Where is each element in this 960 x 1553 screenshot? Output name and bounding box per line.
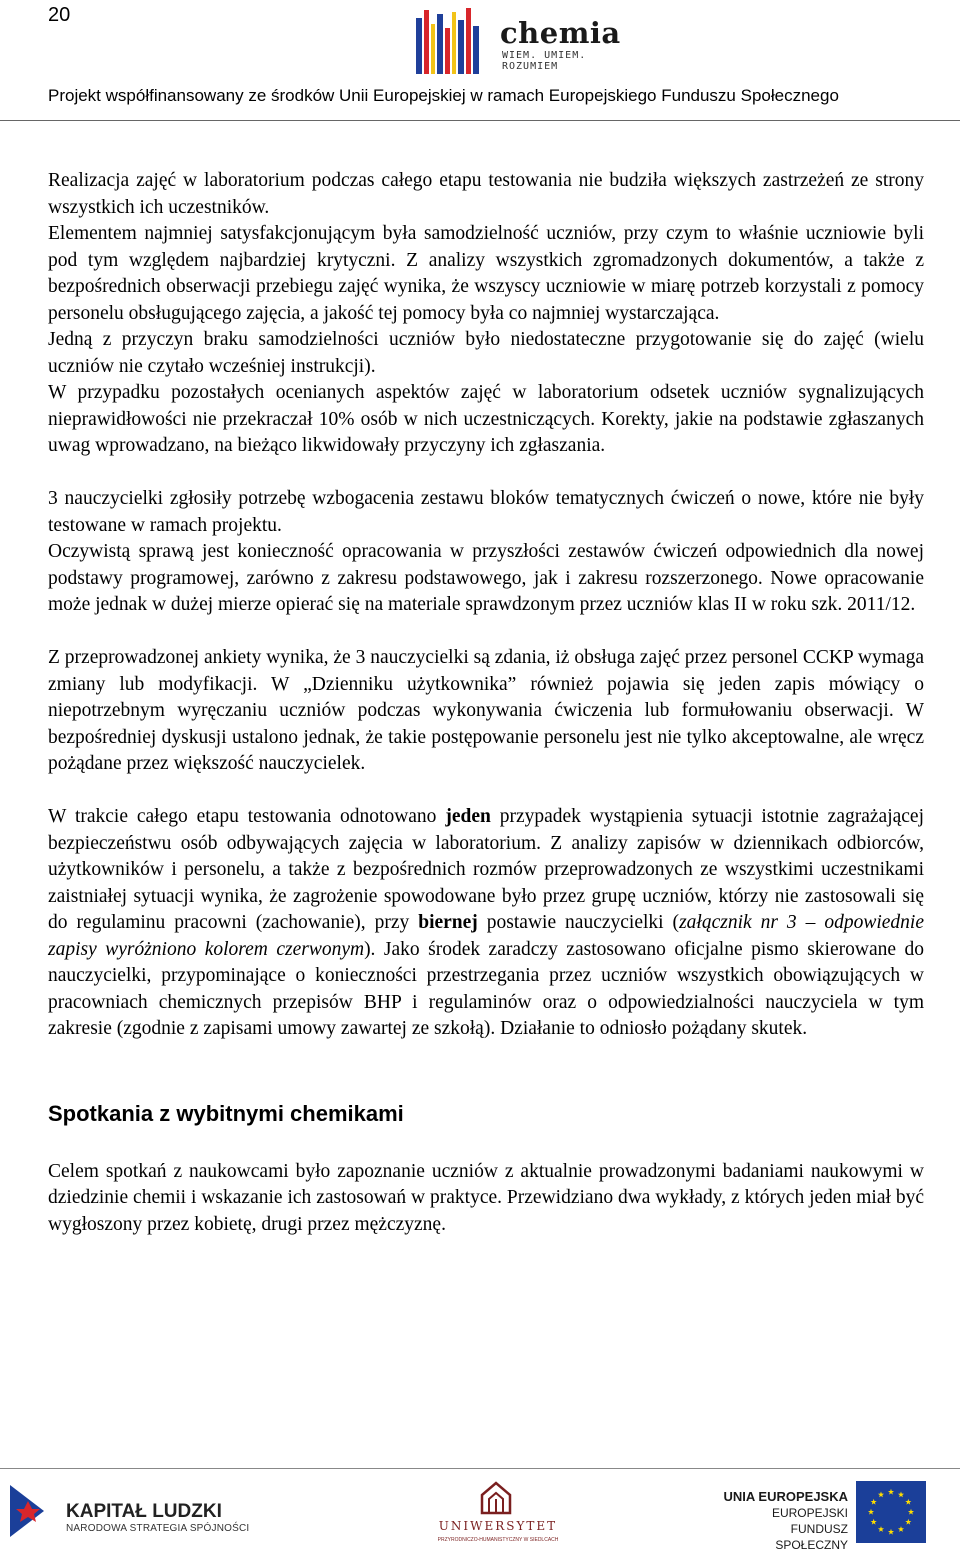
university-emblem-icon (476, 1479, 516, 1517)
paragraph-7: Z przeprowadzonej ankiety wynika, że 3 nauczycielki są zdania, iż obsługa zajęć przez personel CCKP wymaga zmiany lub modyfikacji. W „Dzienniku użytkownika” również pojawia się jeden zapis mówiący o niepotrzebnym wyręczaniu uczniów podczas wykonywania ćwiczenia lub formułowaniu obserwacji. W bezpośredniej dyskusji ustalono jednak, że takie postępowanie personelu jest nie tylko akceptowalne, ale wręcz pożądane przez większość nauczycielek. (48, 647, 924, 774)
eu-flag-icon (856, 1477, 926, 1547)
chemia-logo-bars-icon (414, 6, 484, 76)
paragraph-8-text-a: W trakcie całego etapu testowania odnotowano (48, 806, 446, 827)
paragraph-3: Jedną z przyczyn braku samodzielności uczniów było niedostateczne przygotowanie się do zajęć (wielu uczniów nie czytało wcześniej instrukcji). (48, 329, 924, 377)
paragraph-8-text-e: postawie nauczycielki ( (477, 912, 680, 933)
chemia-logo-name: chemia (500, 16, 621, 50)
paragraph-8-text-g: ). Jako środek zaradczy zastosowano oficjalne pismo skierowane do nauczycielki, przypominające o konieczności przestrzegania przez uczniów wszystkich obowiązujących w pracowniach chemicznych przepisów BHP i regulaminów oraz o odpowiedzialności nauczyciela w tym zakresie (zgodnie z zapisami umowy zawartej ze szkołą). Działanie to odniosło pożądany skutek. (48, 938, 924, 1039)
kapital-ludzki-star-icon (10, 1475, 52, 1545)
paragraph-6: Oczywistą sprawą jest konieczność opracowania w przyszłości zestawów ćwiczeń odpowiednich dla nowej podstawy programowej, zarówno z zakresu podstawowego, jak i zakresu rozszerzonego. Nowe opracowanie może jednak w dużej mierze opierać się na materiale sprawdzonym przez uczniów klas II w roku szk. 2011/12. (48, 541, 924, 615)
paragraph-5: 3 nauczycielki zgłosiły potrzebę wzbogacenia zestawu bloków tematycznych ćwiczeń o nowe, które nie były testowane w ramach projektu. (48, 488, 924, 536)
paragraph-4: W przypadku pozostałych ocenianych aspektów zajęć w laboratorium odsetek uczniów sygnalizujących nieprawidłowości nie przekraczał 10% osób w nich uczestniczących. Korekty, jakie na podstawie zgłaszanych uwag wprowadzano, na bieżąco likwidowały przyczyny ich zgłaszania. (48, 382, 924, 456)
document-body (48, 168, 924, 1238)
university-logo (418, 1477, 578, 1553)
footer-divider (0, 1468, 960, 1469)
page-number: 20 (48, 4, 71, 26)
university-subtitle: PRZYRODNICZO-HUMANISTYCZNY W SIEDLCACH (437, 1537, 559, 1543)
eu-fund-label (722, 1489, 848, 1553)
chemia-logo-tagline: WIEM. UMIEM. ROZUMIEM (502, 50, 587, 72)
university-name: UNIWERSYTET (438, 1519, 558, 1533)
eu-label-line-1: UNIA EUROPEJSKA (723, 1489, 848, 1504)
paragraph-9: Celem spotkań z naukowcami było zapoznanie uczniów z aktualnie prowadzonymi badaniami naukowymi w dziedzinie chemii i wskazanie ich zastosowań w praktyce. Przewidziano dwa wykłady, z których jeden miał być wygłoszony przez kobietę, drugi przez mężczyznę. (48, 1160, 924, 1235)
paragraph-8-text-c: przypadek wystąpienia sytuacji istotnie zagrażającej bezpieczeństwu osób odbywających zajęcia w laboratorium. Z analizy zapisów w dziennikach odbiorców, użytkowników i personelu, a także z bezpośrednich rozmów przeprowadzonych ze wszystkimi uczestnikami zaistniałej sytuacji wynika, że zagrożenie spowodowane było przez grupę uczniów, którzy nie zastosowali się do regulaminu pracowni (zachowanie), przy (48, 806, 924, 933)
project-funding-line: Projekt współfinansowany ze środków Unii Europejskiej w ramach Europejskiego Funduszu Społecznego (48, 86, 839, 105)
eu-label-line-2: EUROPEJSKI (771, 1506, 848, 1520)
paragraph-2: Elementem najmniej satysfakcjonującym była samodzielność uczniów, przy czym to właśnie uczniowie byli pod tym względem najbardziej krytyczni. Z analizy wszystkich zgromadzonych dokumentów, a także z bezpośrednich obserwacji przebiegu zajęć wynika, że wszyscy uczniowie w miarę potrzeb korzystali z pomocy personelu obsługującego zajęcia, a jakość tej pomocy była co najmniej wystarczająca. (48, 223, 924, 324)
eu-label-line-3: FUNDUSZ SPOŁECZNY (775, 1522, 848, 1552)
kapital-ludzki-title: KAPITAŁ LUDZKI (66, 1501, 222, 1522)
paragraph-8-bold-biernej: biernej (418, 912, 478, 933)
paragraph-8 (48, 804, 924, 1043)
paragraph-8-bold-jeden: jeden (445, 806, 491, 827)
header-divider (0, 120, 960, 121)
paragraph-1: Realizacja zajęć w laboratorium podczas całego etapu testowania nie budziła większych zastrzeżeń ze strony wszystkich ich uczestników. (48, 170, 924, 218)
kapital-ludzki-subtitle: NARODOWA STRATEGIA SPÓJNOŚCI (66, 1523, 250, 1534)
chemia-logo (414, 6, 624, 78)
paragraph-8-italic-attachment: załącznik nr 3 – odpowiednie zapisy wyróżniono kolorem czerwonym (48, 912, 924, 960)
section-heading: Spotkania z wybitnymi chemikami (48, 1100, 404, 1126)
footer (0, 1475, 960, 1553)
